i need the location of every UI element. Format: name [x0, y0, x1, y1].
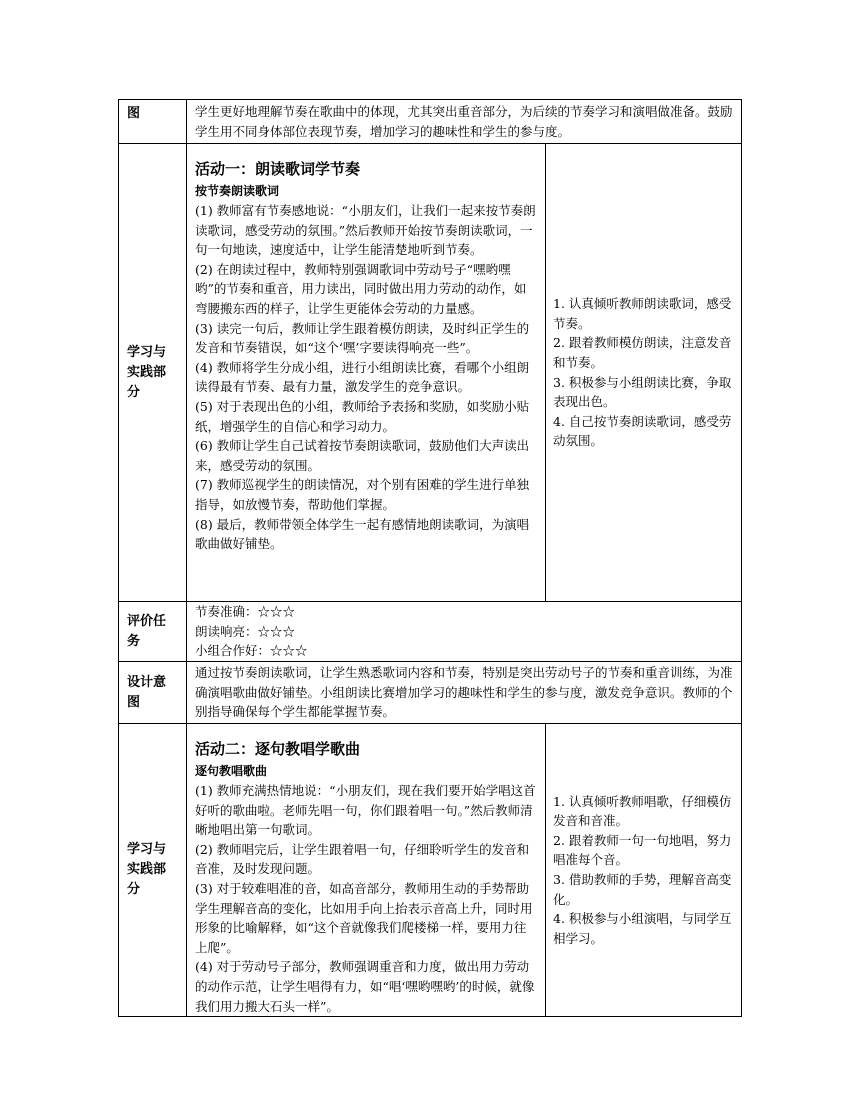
activity2-student-item: 3. 借助教师的手势，理解音高变化。 — [553, 872, 732, 907]
intro-label-cell — [119, 100, 187, 144]
design-label: 设计意图 — [127, 674, 167, 710]
activity1-step: (1) 教师富有节奏感地说：“小朋友们，让我们一起来按节奏朗读歌词，感受劳动的氛围。”然后教师开始按节奏朗读歌词，一句一句地读，速度适中，让学生能清楚地听到节奏。 — [195, 203, 536, 258]
lesson-plan-table — [118, 99, 742, 1017]
design-label-cell — [119, 662, 187, 724]
activity2-student-item: 1. 认真倾听教师唱歌，仔细模仿发音和音准。 — [553, 793, 732, 829]
activity1-step: (6) 教师让学生自己试着按节奏朗读歌词，鼓励他们大声读出来，感受劳动的氛围。 — [195, 438, 530, 473]
evaluation-label-cell — [119, 602, 187, 662]
evaluation-item: 小组合作好：☆☆☆ — [195, 643, 308, 659]
activity2-step: (1) 教师充满热情地说：“小朋友们，现在我们要开始学唱这首好听的歌曲啦。老师先唱一句，你们跟着唱一句。”然后教师清晰地唱出第一句歌词。 — [195, 783, 536, 838]
activity2-row — [119, 724, 742, 1017]
activity1-student-cell — [546, 144, 742, 602]
intro-text-cell — [187, 100, 742, 144]
activity1-step: (8) 最后，教师带领全体学生一起有感情地朗读歌词，为演唱歌曲做好铺垫。 — [195, 516, 530, 552]
design-row — [119, 662, 742, 724]
design-content-cell — [187, 662, 742, 724]
activity2-label-cell — [119, 724, 187, 1017]
activity1-row — [119, 144, 742, 602]
intro-label: 图 — [127, 106, 141, 121]
activity2-student-item: 2. 跟着教师一句一句地唱，努力唱准每个音。 — [553, 832, 732, 868]
intro-row — [119, 100, 742, 144]
activity2-step: (3) 对于较难唱准的音，如高音部分，教师用生动的手势帮助学生理解音高的变化，比如用手向上抬表示音高上升，同时用形象的比喻解释，如“这个音就像我们爬楼梯一样，要用力往上爬”。 — [195, 880, 533, 955]
activity2-student-item: 4. 积极参与小组演唱，与同学互相学习。 — [553, 911, 732, 946]
design-text: 通过按节奏朗读歌词，让学生熟悉歌词内容和节奏，特别是突出劳动号子的节奏和重音训练，为准确演唱歌曲做好铺垫。小组朗读比赛增加学习的趣味性和学生的参与度，激发竞争意识。教师的个别指导确保每个学生都能掌握节奏。 — [195, 665, 733, 720]
activity1-step: (4) 教师将学生分成小组，进行小组朗读比赛，看哪个小组朗读得最有节奏、最有力量，激发学生的竞争意识。 — [195, 359, 530, 395]
evaluation-content-cell — [187, 602, 742, 662]
activity1-label-cell — [119, 144, 187, 602]
activity1-student-item: 3. 积极参与小组朗读比赛，争取表现出色。 — [553, 374, 732, 410]
activity1-title: 活动一：朗读歌词学节奏 — [195, 160, 361, 178]
evaluation-label: 评价任务 — [127, 613, 167, 649]
activity2-step: (4) 对于劳动号子部分，教师强调重音和力度，做出用力劳动的动作示范，让学生唱得有力，如“唱‘嘿哟嘿哟’的时候，就像我们用力搬大石头一样”。 — [195, 959, 535, 1014]
activity1-student-item: 1. 认真倾听教师朗读歌词，感受节奏。 — [553, 296, 732, 331]
activity2-content-cell — [187, 724, 546, 1017]
activity2-label: 学习与实践部分 — [127, 842, 167, 898]
activity1-label: 学习与实践部分 — [127, 344, 167, 400]
activity1-content-cell — [187, 144, 546, 602]
activity1-step: (3) 读完一句后，教师让学生跟着模仿朗读，及时纠正学生的发音和节奏错误，如“这个‘嘿’字要读得响亮一些”。 — [195, 320, 530, 356]
activity1-step: (7) 教师巡视学生的朗读情况，对个别有困难的学生进行单独指导，如放慢节奏，帮助他们掌握。 — [195, 477, 530, 512]
activity2-title: 活动二：逐句教唱学歌曲 — [195, 740, 361, 758]
activity1-student-item: 4. 自己按节奏朗读歌词，感受劳动氛围。 — [553, 413, 732, 449]
activity1-step: (5) 对于表现出色的小组，教师给予表扬和奖励，如奖励小贴纸，增强学生的自信心和学习动力。 — [195, 398, 530, 434]
activity1-subtitle: 按节奏朗读歌词 — [195, 184, 280, 198]
evaluation-row — [119, 602, 742, 662]
activity2-student-cell — [546, 724, 742, 1017]
evaluation-item: 节奏准确：☆☆☆ — [195, 604, 296, 619]
activity1-step: (2) 在朗读过程中，教师特别强调歌词中劳动号子“嘿哟嘿哟”的节奏和重音，用力读出，同时做出用力劳动的动作，如弯腰搬东西的样子，让学生更能体会劳动的力量感。 — [195, 261, 527, 316]
activity1-student-item: 2. 跟着教师模仿朗读，注意发音和节奏。 — [553, 335, 732, 370]
activity2-subtitle: 逐句教唱歌曲 — [195, 764, 268, 778]
intro-text: 学生更好地理解节奏在歌曲中的体现，尤其突出重音部分，为后续的节奏学习和演唱做准备。鼓励学生用不同身体部位表现节奏，增加学习的趣味性和学生的参与度。 — [195, 104, 733, 139]
evaluation-item: 朗读响亮：☆☆☆ — [195, 623, 296, 639]
activity2-step: (2) 教师唱完后，让学生跟着唱一句，仔细聆听学生的发音和音准，及时发现问题。 — [195, 841, 530, 877]
